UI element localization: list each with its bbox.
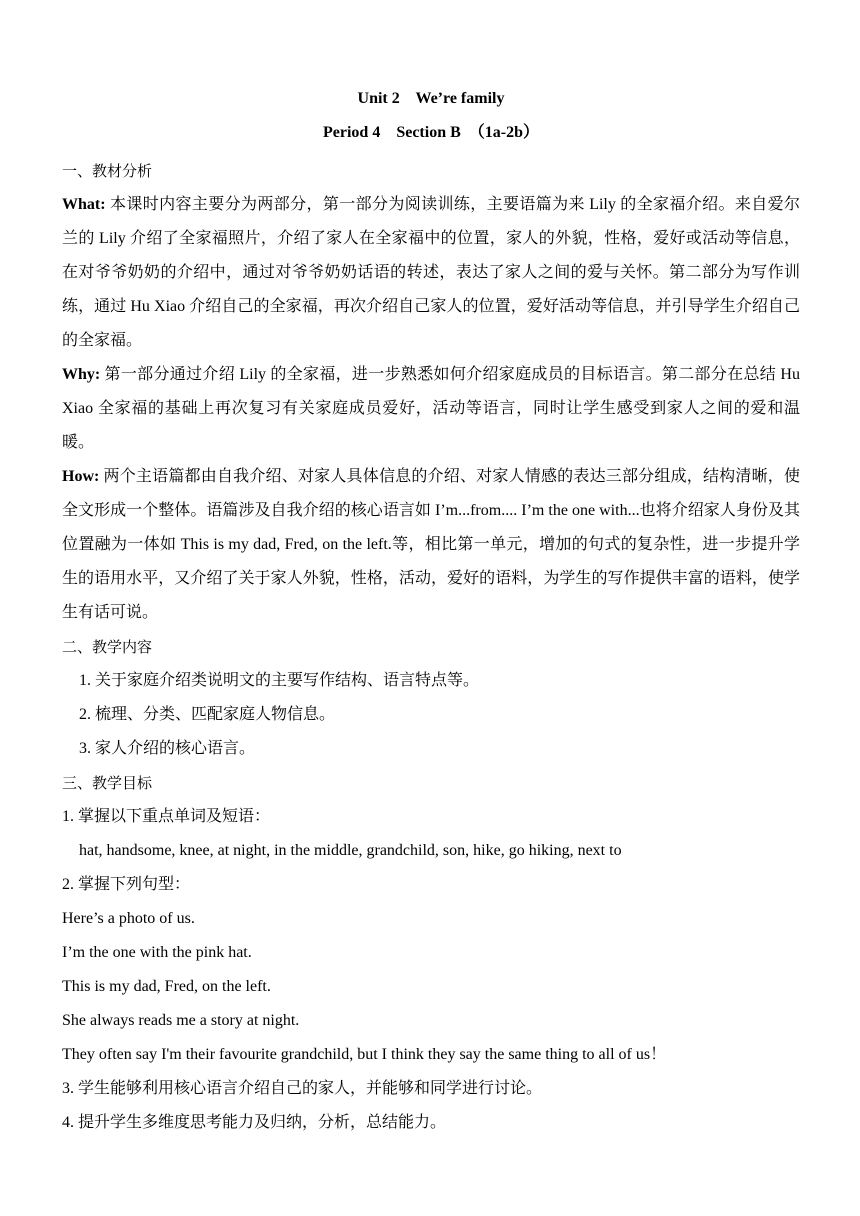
period-title: Period 4 Section B （1a-2b） [323, 124, 539, 141]
what-paragraph [62, 188, 800, 358]
section-heading-objectives: 三、教学目标 [62, 774, 153, 792]
document-page [62, 86, 800, 1140]
how-paragraph [62, 460, 800, 630]
unit-title: Unit 2 We’re family [357, 90, 505, 107]
content-item-1: 1. 关于家庭介绍类说明文的主要写作结构、语言特点等。 [79, 672, 480, 689]
sentence-1: Here’s a photo of us. [62, 910, 195, 927]
content-item-3: 3. 家人介绍的核心语言。 [79, 740, 256, 757]
why-text: 第一部分通过介绍 Lily 的全家福，进一步熟悉如何介绍家庭成员的目标语言。第二部分在总结 Hu Xiao 全家福的基础上再次复习有关家庭成员爱好，活动等语言，同时让学生感受到家人之间的爱和温暖。 [62, 366, 800, 451]
objective-2: 2. 掌握下列句型： [62, 876, 191, 893]
objective-1: 1. 掌握以下重点单词及短语： [62, 808, 271, 825]
how-label: How: [62, 468, 100, 485]
sentence-3: This is my dad, Fred, on the left. [62, 978, 271, 995]
how-text: 两个主语篇都由自我介绍、对家人具体信息的介绍、对家人情感的表达三部分组成，结构清晰，使全文形成一个整体。语篇涉及自我介绍的核心语言如 I’m...from.... I’m the one with...也将介绍家人身份及其位置融为一体如 This is my dad, Fred, on the left.等，相比第一单元，增加的句式的复杂性，进一步提升学生的语用水平，又介绍了关于家人外貌，性格，活动，爱好的语料，为学生的写作提供丰富的语料，使学生有话可说。 [62, 468, 800, 621]
what-label: What: [62, 196, 106, 213]
section-heading-content: 二、教学内容 [62, 638, 153, 656]
sentence-4: She always reads me a story at night. [62, 1012, 300, 1029]
objective-4: 4. 提升学生多维度思考能力及归纳，分析，总结能力。 [62, 1114, 447, 1131]
sentence-2: I’m the one with the pink hat. [62, 944, 252, 961]
content-item-2: 2. 梳理、分类、匹配家庭人物信息。 [79, 706, 336, 723]
section-heading-analysis: 一、教材分析 [62, 162, 153, 180]
objective-3: 3. 学生能够利用核心语言介绍自己的家人，并能够和同学进行讨论。 [62, 1080, 543, 1097]
sentence-5: They often say I'm their favourite grandchild, but I think they say the same thing to all of us！ [62, 1046, 667, 1063]
key-words-list: hat, handsome, knee, at night, in the middle, grandchild, son, hike, go hiking, next to [79, 842, 622, 859]
why-label: Why: [62, 366, 101, 383]
why-paragraph [62, 358, 800, 460]
what-text: 本课时内容主要分为两部分，第一部分为阅读训练，主要语篇为来 Lily 的全家福介绍。来自爱尔兰的 Lily 介绍了全家福照片，介绍了家人在全家福中的位置，家人的外貌，性格，爱好或活动等信息，在对爷爷奶奶的介绍中，通过对爷爷奶奶话语的转述，表达了家人之间的爱与关怀。第二部分为写作训练，通过 Hu Xiao 介绍自己的全家福，再次介绍自己家人的位置，爱好活动等信息，并引导学生介绍自己的全家福。 [62, 196, 800, 349]
